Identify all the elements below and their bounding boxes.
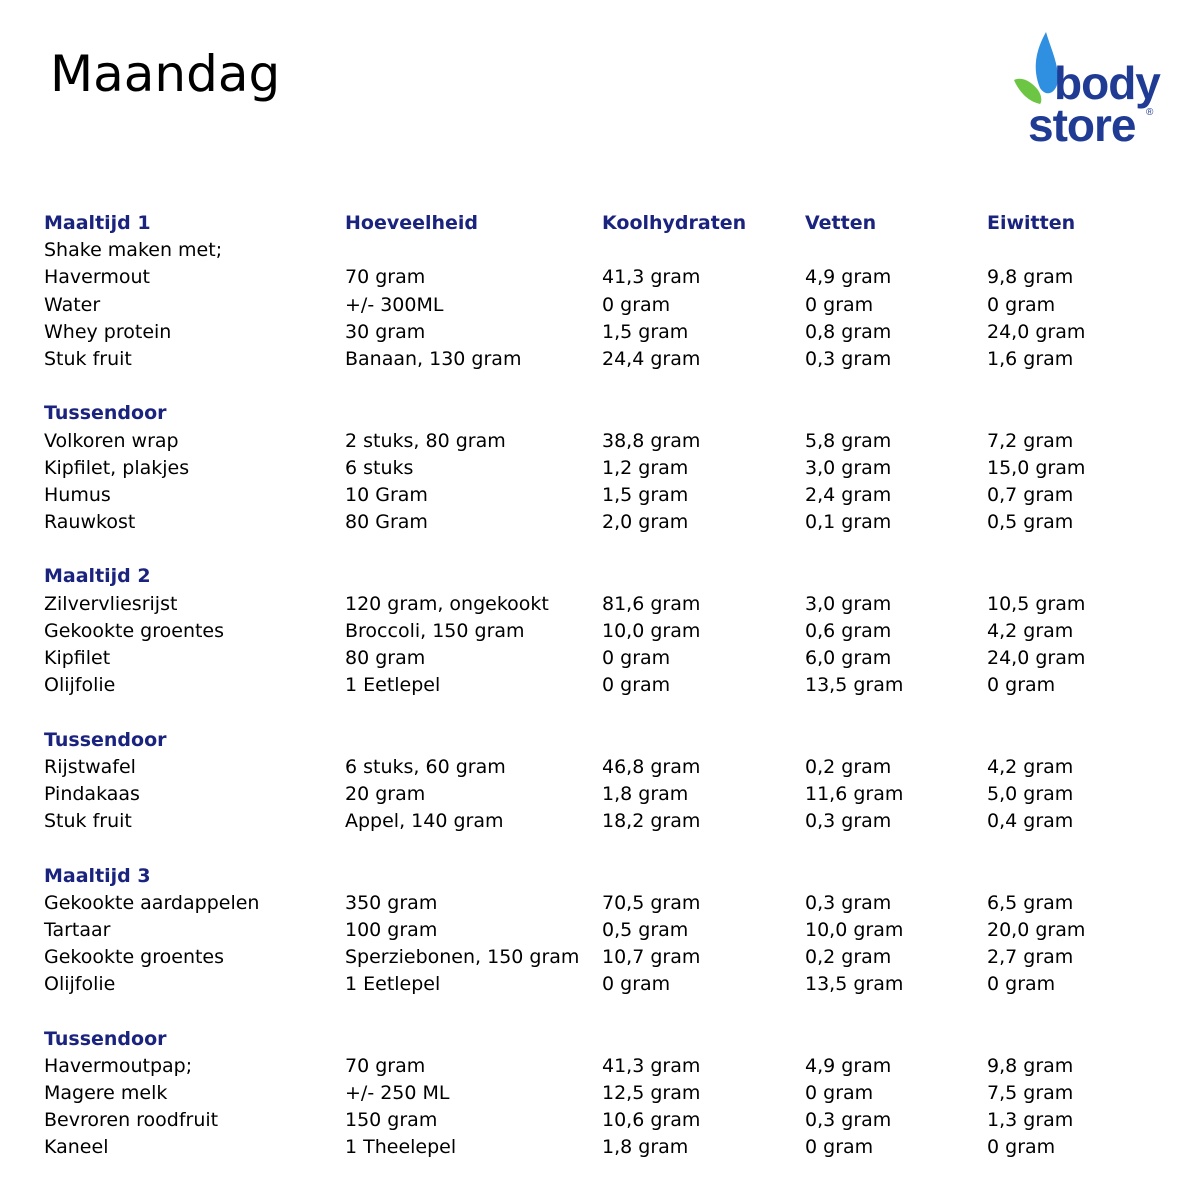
table-row	[44, 645, 1164, 672]
table-row	[44, 455, 1164, 482]
quantity-cell: 80 gram	[345, 647, 426, 669]
section-spacer	[44, 373, 1164, 400]
carbs-cell: 1,8 gram	[602, 782, 689, 805]
carbs-cell: 1,5 gram	[602, 320, 689, 343]
quantity-cell: 70 gram	[345, 1054, 426, 1077]
protein-cell: 0 gram	[987, 973, 1056, 996]
section-spacer	[44, 998, 1164, 1025]
fats-cell: 2,4 gram	[805, 483, 892, 506]
food-item: Stuk fruit	[44, 347, 132, 370]
fats-cell: 0,3 gram	[805, 347, 892, 370]
food-item: Water	[44, 293, 101, 316]
section-title: Tussendoor	[44, 728, 167, 751]
quantity-cell: 120 gram, ongekookt	[345, 592, 549, 615]
fats-cell: 0 gram	[805, 1082, 874, 1104]
quantity-cell: 1 Theelepel	[345, 1136, 457, 1159]
quantity-cell: 2 stuks, 80 gram	[345, 429, 506, 452]
table-row	[44, 319, 1164, 346]
protein-cell: 24,0 gram	[987, 320, 1086, 343]
fats-cell: 0,3 gram	[805, 810, 892, 833]
quantity-cell: 70 gram	[345, 266, 426, 289]
fats-cell: 0,1 gram	[805, 511, 892, 534]
quantity-cell: 6 stuks	[345, 456, 414, 479]
food-item: Stuk fruit	[44, 810, 132, 833]
quantity-cell: 10 Gram	[345, 483, 428, 506]
food-item: Gekookte aardappelen	[44, 891, 260, 914]
food-item: Magere melk	[44, 1082, 168, 1104]
table-row	[44, 944, 1164, 971]
quantity-cell: +/- 250 ML	[345, 1082, 450, 1104]
fats-cell: 4,9 gram	[805, 266, 892, 289]
protein-cell: 1,6 gram	[987, 347, 1074, 370]
section-title: Tussendoor	[44, 402, 167, 425]
section-title: Tussendoor	[44, 1027, 167, 1050]
food-item: Zilvervliesrijst	[44, 592, 178, 615]
food-item: Kipfilet	[44, 647, 111, 669]
carbs-cell: 10,0 gram	[602, 619, 701, 642]
column-header: Koolhydraten	[602, 212, 747, 234]
fats-cell: 3,0 gram	[805, 456, 892, 479]
carbs-cell: 24,4 gram	[602, 347, 701, 370]
fats-cell: 13,5 gram	[805, 674, 904, 697]
page-title: Maandag	[50, 45, 281, 103]
quantity-cell: 6 stuks, 60 gram	[345, 755, 506, 778]
table-row	[44, 618, 1164, 645]
food-item: Kipfilet, plakjes	[44, 456, 190, 479]
food-item: Olijfolie	[44, 973, 116, 996]
protein-cell: 0,5 gram	[987, 511, 1074, 534]
table-row	[44, 890, 1164, 917]
table-row	[44, 428, 1164, 455]
carbs-cell: 1,2 gram	[602, 456, 689, 479]
protein-cell: 4,2 gram	[987, 755, 1074, 778]
carbs-cell: 2,0 gram	[602, 511, 689, 534]
protein-cell: 7,5 gram	[987, 1082, 1074, 1104]
food-item: Rijstwafel	[44, 755, 136, 778]
fats-cell: 0,2 gram	[805, 946, 892, 969]
carbs-cell: 1,8 gram	[602, 1136, 689, 1159]
section-header-row	[44, 727, 1164, 754]
protein-cell: 0 gram	[987, 1136, 1056, 1159]
table-row	[44, 808, 1164, 835]
section-note-row	[44, 237, 1164, 264]
quantity-cell: Banaan, 130 gram	[345, 347, 522, 370]
food-item: Tartaar	[44, 918, 111, 941]
table-row	[44, 1053, 1164, 1080]
food-item: Havermout	[44, 266, 150, 289]
quantity-cell: 1 Eetlepel	[345, 973, 441, 996]
protein-cell: 4,2 gram	[987, 619, 1074, 642]
table-row	[44, 1080, 1164, 1107]
fats-cell: 4,9 gram	[805, 1054, 892, 1077]
carbs-cell: 70,5 gram	[602, 891, 701, 914]
food-item: Humus	[44, 483, 111, 506]
food-item: Volkoren wrap	[44, 429, 179, 452]
section-spacer	[44, 835, 1164, 862]
section-header-row	[44, 863, 1164, 890]
column-header: Hoeveelheid	[345, 212, 479, 234]
section-title: Maaltijd 3	[44, 864, 151, 887]
protein-cell: 1,3 gram	[987, 1109, 1074, 1132]
food-item: Olijfolie	[44, 674, 116, 697]
fats-cell: 0 gram	[805, 1136, 874, 1159]
food-item: Whey protein	[44, 320, 172, 343]
section-title: Maaltijd 1	[44, 212, 151, 234]
carbs-cell: 38,8 gram	[602, 429, 701, 452]
protein-cell: 9,8 gram	[987, 1054, 1074, 1077]
fats-cell: 0,8 gram	[805, 320, 892, 343]
quantity-cell: 1 Eetlepel	[345, 674, 441, 697]
table-row	[44, 971, 1164, 998]
fats-cell: 5,8 gram	[805, 429, 892, 452]
protein-cell: 20,0 gram	[987, 918, 1086, 941]
table-row	[44, 1134, 1164, 1161]
food-item: Pindakaas	[44, 782, 140, 805]
section-header-row	[44, 563, 1164, 590]
quantity-cell: +/- 300ML	[345, 293, 444, 316]
table-row	[44, 781, 1164, 808]
fats-cell: 3,0 gram	[805, 592, 892, 615]
table-row	[44, 591, 1164, 618]
fats-cell: 6,0 gram	[805, 647, 892, 669]
protein-cell: 15,0 gram	[987, 456, 1086, 479]
fats-cell: 0 gram	[805, 293, 874, 316]
food-item: Gekookte groentes	[44, 946, 225, 969]
protein-cell: 9,8 gram	[987, 266, 1074, 289]
quantity-cell: Appel, 140 gram	[345, 810, 504, 833]
quantity-cell: 150 gram	[345, 1109, 438, 1132]
table-row	[44, 509, 1164, 536]
column-header: Vetten	[805, 212, 877, 234]
fats-cell: 0,3 gram	[805, 1109, 892, 1132]
section-header-row	[44, 1026, 1164, 1053]
fats-cell: 11,6 gram	[805, 782, 904, 805]
carbs-cell: 41,3 gram	[602, 266, 701, 289]
quantity-cell: 350 gram	[345, 891, 438, 914]
quantity-cell: 30 gram	[345, 320, 426, 343]
table-row	[44, 292, 1164, 319]
carbs-cell: 0,5 gram	[602, 918, 689, 941]
carbs-cell: 1,5 gram	[602, 483, 689, 506]
protein-cell: 0 gram	[987, 293, 1056, 316]
protein-cell: 5,0 gram	[987, 782, 1074, 805]
protein-cell: 0 gram	[987, 674, 1056, 697]
food-item: Havermoutpap;	[44, 1054, 193, 1077]
carbs-cell: 46,8 gram	[602, 755, 701, 778]
protein-cell: 0,7 gram	[987, 483, 1074, 506]
carbs-cell: 41,3 gram	[602, 1054, 701, 1077]
logo-word-store: store	[1028, 99, 1136, 151]
protein-cell: 7,2 gram	[987, 429, 1074, 452]
protein-cell: 0,4 gram	[987, 810, 1074, 833]
table-row	[44, 346, 1164, 373]
section-header-row	[44, 210, 1164, 237]
fats-cell: 0,3 gram	[805, 891, 892, 914]
section-title: Maaltijd 2	[44, 565, 151, 588]
food-item: Bevroren roodfruit	[44, 1109, 219, 1132]
fats-cell: 0,2 gram	[805, 755, 892, 778]
carbs-cell: 18,2 gram	[602, 810, 701, 833]
table-row	[44, 754, 1164, 781]
table-row	[44, 917, 1164, 944]
meal-plan-table	[44, 210, 1164, 1162]
protein-cell: 6,5 gram	[987, 891, 1074, 914]
carbs-cell: 0 gram	[602, 973, 671, 996]
table-row	[44, 264, 1164, 291]
fats-cell: 10,0 gram	[805, 918, 904, 941]
protein-cell: 24,0 gram	[987, 647, 1086, 669]
section-header-row	[44, 400, 1164, 427]
food-item: Rauwkost	[44, 511, 136, 534]
carbs-cell: 10,6 gram	[602, 1109, 701, 1132]
table-row	[44, 672, 1164, 699]
carbs-cell: 0 gram	[602, 647, 671, 669]
section-note: Shake maken met;	[44, 239, 223, 262]
quantity-cell: Sperziebonen, 150 gram	[345, 946, 580, 969]
section-spacer	[44, 536, 1164, 563]
fats-cell: 13,5 gram	[805, 973, 904, 996]
logo-word-body: body	[1054, 57, 1160, 109]
quantity-cell: Broccoli, 150 gram	[345, 619, 525, 642]
protein-cell: 2,7 gram	[987, 946, 1074, 969]
column-header: Eiwitten	[987, 212, 1076, 234]
quantity-cell: 100 gram	[345, 918, 438, 941]
carbs-cell: 12,5 gram	[602, 1082, 701, 1104]
section-spacer	[44, 699, 1164, 726]
carbs-cell: 0 gram	[602, 293, 671, 316]
quantity-cell: 80 Gram	[345, 511, 428, 534]
carbs-cell: 0 gram	[602, 674, 671, 697]
carbs-cell: 81,6 gram	[602, 592, 701, 615]
table-row	[44, 482, 1164, 509]
food-item: Kaneel	[44, 1136, 109, 1159]
body-store-logo	[1010, 30, 1180, 151]
registered-mark: ®	[1146, 107, 1154, 118]
quantity-cell: 20 gram	[345, 782, 426, 805]
fats-cell: 0,6 gram	[805, 619, 892, 642]
protein-cell: 10,5 gram	[987, 592, 1086, 615]
food-item: Gekookte groentes	[44, 619, 225, 642]
carbs-cell: 10,7 gram	[602, 946, 701, 969]
table-row	[44, 1107, 1164, 1134]
